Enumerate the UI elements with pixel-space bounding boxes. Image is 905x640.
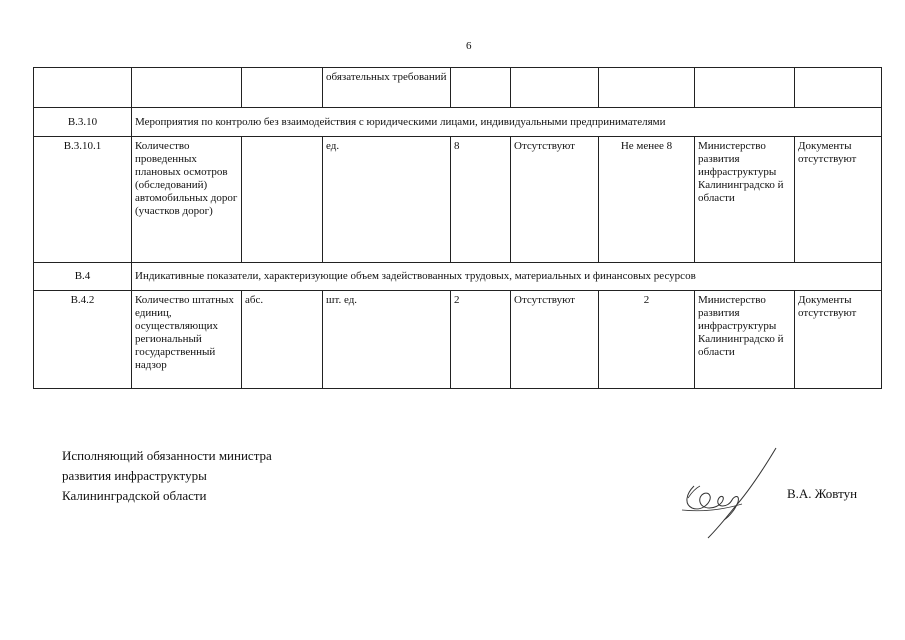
cell-source: Документы отсутствуют [795, 137, 882, 263]
cell-formula [242, 137, 323, 263]
cell-target: 2 [599, 291, 695, 389]
table-row-b3101 [34, 137, 882, 263]
cell-responsible: Министерство развития инфраструктуры Калининградско й области [695, 137, 795, 263]
handwritten-signature [672, 446, 784, 542]
cell-code [34, 68, 132, 108]
cell-code: В.4.2 [34, 291, 132, 389]
cell-name: Количество проведенных плановых осмотров (обследований) автомобильных дорог (участков дорог) [132, 137, 242, 263]
table-row-continuation [34, 68, 882, 108]
cell-value [451, 68, 511, 108]
cell-unit: обязательных требований [323, 68, 451, 108]
position-line: Калининградской области [62, 488, 207, 503]
signatory-position [62, 446, 272, 506]
cell-unit: шт. ед. [323, 291, 451, 389]
cell-source: Документы отсутствуют [795, 291, 882, 389]
page-number: 6 [466, 40, 472, 52]
section-code: В.3.10 [34, 108, 132, 137]
cell-value: 2 [451, 291, 511, 389]
section-title: Мероприятия по контролю без взаимодействия с юридическими лицами, индивидуальными предпринимателями [132, 108, 882, 137]
cell-responsible: Министерство развития инфраструктуры Калининградско й области [695, 291, 795, 389]
section-title: Индикативные показатели, характеризующие объем задействованных трудовых, материальных и финансовых ресурсов [132, 263, 882, 291]
cell-target [599, 68, 695, 108]
cell-target: Не менее 8 [599, 137, 695, 263]
cell-code: В.3.10.1 [34, 137, 132, 263]
section-row-b310 [34, 108, 882, 137]
signer-name: В.А. Жовтун [787, 486, 858, 501]
indicators-table [33, 67, 882, 389]
cell-baseline [511, 68, 599, 108]
position-line: Исполняющий обязанности министра [62, 448, 272, 463]
cell-responsible [695, 68, 795, 108]
cell-name [132, 68, 242, 108]
cell-formula [242, 68, 323, 108]
table-row-b42 [34, 291, 882, 389]
section-code: В.4 [34, 263, 132, 291]
cell-unit: ед. [323, 137, 451, 263]
cell-source [795, 68, 882, 108]
section-row-b4 [34, 263, 882, 291]
cell-baseline: Отсутствуют [511, 291, 599, 389]
position-line: развития инфраструктуры [62, 468, 207, 483]
cell-baseline: Отсутствуют [511, 137, 599, 263]
cell-formula: абс. [242, 291, 323, 389]
cell-name: Количество штатных единиц, осуществляющих региональный государственный надзор [132, 291, 242, 389]
cell-value: 8 [451, 137, 511, 263]
